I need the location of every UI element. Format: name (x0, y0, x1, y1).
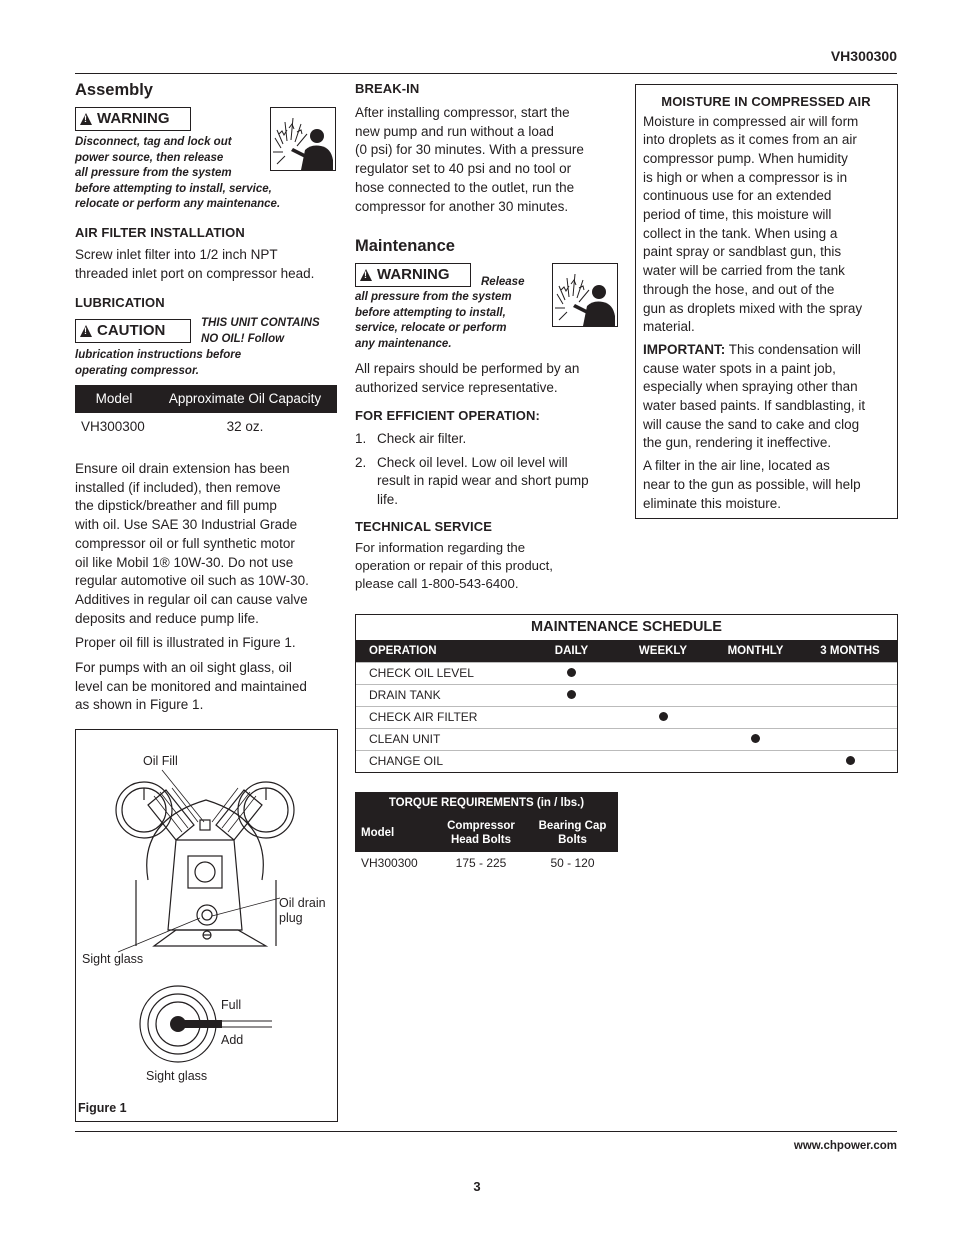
moisture-paragraph-3 (643, 457, 889, 513)
warning-text-line: before attempting to install, (355, 306, 506, 319)
text-line: water will be carried from the tank (643, 263, 845, 279)
oil-drain-plug-label (279, 896, 326, 926)
text-line: operation or repair of this product, (355, 558, 553, 573)
text-line: For information regarding the (355, 540, 526, 555)
table-row (356, 728, 897, 750)
assembly-warning-text (75, 135, 337, 213)
text-line: authorized service representative. (355, 379, 558, 395)
text-line: regular automotive oil such as 10W-30. (75, 573, 309, 589)
schedule-frequency-cell (803, 728, 897, 750)
moisture-paragraph-1 (643, 113, 889, 337)
text-line: the dipstick/breather and fill pump (75, 498, 277, 514)
caution-text-line: operating compressor. (75, 364, 199, 377)
warning-label: WARNING (97, 109, 170, 127)
schedule-header-daily: DAILY (525, 640, 618, 662)
oil-table-model-cell: VH300300 (81, 418, 145, 434)
maintenance-schedule-table (355, 614, 898, 773)
label-line: plug (279, 911, 303, 925)
oil-table-capacity-cell: 32 oz. (226, 418, 264, 434)
footer-rule (75, 1131, 897, 1132)
text-line: Screw inlet filter into 1/2 inch NPT (75, 247, 278, 262)
warning-text-line: before attempting to install, service, (75, 182, 272, 195)
text-line: please call 1-800-543-6400. (355, 576, 519, 591)
oil-fill-label: Oil Fill (143, 754, 178, 768)
caution-text-line: NO OIL! Follow (201, 332, 285, 345)
text-line: paint spray or sandblast gun, this (643, 244, 842, 260)
torque-requirements-table (355, 792, 618, 874)
schedule-frequency-cell (803, 750, 897, 772)
table-row (355, 852, 618, 874)
caution-badge (75, 319, 191, 343)
figure-1 (75, 729, 338, 1122)
torque-title: TORQUE REQUIREMENTS (in / lbs.) (355, 792, 618, 814)
text-line: All repairs should be performed by an (355, 361, 580, 376)
schedule-operation-cell: CLEAN UNIT (356, 728, 525, 750)
text-line: into droplets as it comes from an air (643, 132, 857, 148)
list-number: 1. (355, 431, 367, 446)
header-rule (75, 73, 897, 74)
text-line: (0 psi) for 30 minutes. With a pressure (355, 142, 584, 158)
text-line: is high or when a compressor is in (643, 169, 848, 185)
text-line: threaded inlet port on compressor head. (75, 265, 315, 281)
important-label: IMPORTANT: (643, 341, 726, 357)
label-line: Oil drain (279, 896, 326, 910)
text-line: Check air filter. (377, 431, 467, 446)
air-filter-heading: AIR FILTER INSTALLATION (75, 225, 245, 240)
schedule-frequency-cell (618, 684, 708, 706)
efficient-operation-heading: FOR EFFICIENT OPERATION: (355, 408, 540, 423)
schedule-frequency-cell (525, 728, 618, 750)
filled-dot-icon (846, 756, 855, 765)
model-number-header: VH300300 (830, 48, 897, 64)
warning-text-line: all pressure from the system (75, 167, 232, 179)
warning-text-line: Disconnect, tag and lock out (75, 136, 232, 148)
warning-label: WARNING (377, 265, 450, 283)
text-line: This condensation will (725, 341, 861, 357)
schedule-frequency-cell (803, 706, 897, 728)
list-number: 2. (355, 454, 367, 470)
schedule-frequency-cell (708, 662, 803, 684)
caution-label: CAUTION (97, 321, 166, 339)
text-line: water based paints. If sandblasting, it (643, 398, 866, 414)
schedule-frequency-cell (525, 750, 618, 772)
warning-triangle-icon (80, 325, 92, 337)
text-line: new pump and run without a load (355, 123, 554, 139)
warning-triangle-icon (80, 113, 92, 125)
header-line: Bearing Cap (538, 820, 607, 832)
text-line: eliminate this moisture. (643, 495, 782, 511)
text-line: A filter in the air line, located as (643, 458, 830, 474)
torque-model-cell: VH300300 (361, 855, 418, 870)
table-row (75, 413, 337, 441)
text-line: life. (377, 492, 399, 508)
website-link[interactable]: www.chpower.com (793, 1140, 897, 1152)
schedule-frequency-cell (525, 706, 618, 728)
warning-triangle-icon (360, 269, 372, 281)
sight-glass-label-bottom: Sight glass (146, 1069, 208, 1083)
text-line: For pumps with an oil sight glass, oil (75, 660, 292, 675)
lubrication-heading: LUBRICATION (75, 295, 165, 310)
assembly-warning-badge (75, 107, 191, 131)
text-line: Check oil level. Low oil level will (377, 454, 568, 470)
table-row (356, 750, 897, 772)
maintenance-warning-first: Release (481, 276, 525, 288)
schedule-frequency-cell (803, 684, 897, 706)
schedule-title: MAINTENANCE SCHEDULE (531, 619, 722, 635)
schedule-header-3-months: 3 MONTHS (803, 640, 897, 662)
schedule-operation-cell: CHECK OIL LEVEL (356, 662, 525, 684)
list-text (377, 454, 589, 510)
schedule-frequency-cell (708, 750, 803, 772)
schedule-frequency-cell (618, 706, 708, 728)
text-line: especially when spraying other than (643, 379, 858, 395)
text-line: with oil. Use SAE 30 Industrial Grade (75, 517, 298, 533)
text-line: oil like Mobil 1® 10W-30. Do not use (75, 554, 294, 570)
maintenance-heading: Maintenance (355, 237, 455, 255)
sight-glass-label-top: Sight glass (82, 952, 144, 966)
torque-header-head-bolts (435, 814, 527, 852)
text-line: period of time, this moisture will (643, 207, 832, 223)
efficient-operation-list (355, 430, 617, 515)
torque-header-bearing-cap (527, 814, 618, 852)
text-line: continuous use for an extended (643, 188, 832, 204)
text-line: material. (643, 319, 695, 335)
caution-text-line: lubrication instructions before (75, 349, 242, 361)
sight-glass-paragraph (75, 659, 337, 715)
schedule-operation-cell: CHANGE OIL (356, 750, 525, 772)
warning-text-line: service, relocate or perform (355, 322, 507, 334)
header-line: Model (361, 827, 395, 839)
list-text (377, 430, 466, 449)
text-line: Ensure oil drain extension has been (75, 461, 290, 476)
text-line: gun as droplets mixed with the spray (643, 300, 863, 316)
schedule-frequency-cell (618, 728, 708, 750)
warning-text-line: power source, then release (75, 151, 224, 164)
schedule-frequency-cell (708, 706, 803, 728)
schedule-frequency-cell (525, 684, 618, 706)
header-line: Head Bolts (450, 834, 512, 846)
torque-bearing-cap-cell: 50 - 120 (550, 855, 595, 870)
text-line: will cause the sand to cake and clog (643, 416, 860, 432)
text-line: compressor oil or full synthetic motor (75, 535, 295, 551)
text-line: collect in the tank. When using a (643, 225, 838, 241)
schedule-operation-cell: CHECK AIR FILTER (356, 706, 525, 728)
text-line: compressor for another 30 minutes. (355, 198, 569, 214)
text-line: installed (if included), then remove (75, 479, 281, 495)
torque-header-model (355, 814, 435, 852)
technical-service-heading: TECHNICAL SERVICE (355, 519, 493, 534)
schedule-header-weekly: WEEKLY (618, 640, 708, 662)
warning-text-line: relocate or perform any maintenance. (75, 198, 281, 210)
text-line: cause water spots in a paint job, (643, 360, 836, 376)
filled-dot-icon (567, 668, 576, 677)
explosion-hazard-icon (552, 263, 618, 327)
technical-service-paragraph (355, 539, 617, 593)
table-row (356, 684, 897, 706)
schedule-frequency-cell (525, 662, 618, 684)
text-line: After installing compressor, start the (355, 105, 570, 120)
list-item (355, 430, 617, 449)
text-line: regulator set to 40 psi and no tool or (355, 161, 572, 177)
caution-text-line: THIS UNIT CONTAINS (201, 317, 320, 329)
text-line: Moisture in compressed air will form (643, 113, 859, 129)
fill-illustration-paragraph: Proper oil fill is illustrated in Figure 1. (75, 635, 296, 650)
text-line: hose connected to the outlet, run the (355, 179, 575, 195)
filled-dot-icon (751, 734, 760, 743)
repairs-paragraph (355, 360, 617, 397)
figure-caption: Figure 1 (78, 1101, 127, 1115)
schedule-frequency-cell (708, 728, 803, 750)
table-row (356, 662, 897, 684)
warning-text-line: any maintenance. (355, 337, 452, 350)
text-line: near to the gun as possible, will help (643, 476, 861, 492)
text-line: deposits and reduce pump life. (75, 610, 259, 626)
table-row (356, 706, 897, 728)
text-line: through the hose, and out of the (643, 281, 835, 297)
list-item (355, 454, 617, 510)
break-in-heading: BREAK-IN (355, 81, 420, 96)
schedule-header-monthly: MONTHLY (708, 640, 803, 662)
schedule-frequency-cell (803, 662, 897, 684)
air-filter-text (75, 246, 337, 283)
schedule-operation-cell: DRAIN TANK (356, 684, 525, 706)
schedule-frequency-cell (708, 684, 803, 706)
torque-head-bolts-cell: 175 - 225 (455, 855, 507, 870)
text-line: compressor pump. When humidity (643, 150, 848, 166)
schedule-header-operation: OPERATION (356, 640, 525, 662)
text-line: as shown in Figure 1. (75, 697, 204, 713)
maintenance-warning-badge (355, 263, 471, 287)
break-in-paragraph (355, 104, 617, 216)
text-line: result in rapid wear and short pump (377, 473, 589, 489)
oil-table-header-model: Model (75, 385, 153, 413)
assembly-heading: Assembly (75, 81, 153, 99)
page-number: 3 (473, 1179, 481, 1194)
full-label: Full (221, 998, 242, 1012)
filled-dot-icon (659, 712, 668, 721)
oil-fill-paragraph (75, 460, 337, 628)
oil-capacity-table (75, 385, 337, 441)
caution-text-top (201, 316, 320, 347)
schedule-frequency-cell (618, 750, 708, 772)
header-line: Bolts (558, 834, 587, 846)
moisture-info-box (635, 84, 898, 519)
header-line: Compressor (447, 820, 515, 832)
text-line: Additives in regular oil can cause valve (75, 591, 308, 607)
text-line: the gun, rendering it ineffective. (643, 435, 832, 451)
schedule-frequency-cell (618, 662, 708, 684)
caution-text-bottom (75, 348, 241, 379)
warning-text-line: all pressure from the system (355, 291, 512, 303)
add-label: Add (221, 1033, 244, 1047)
moisture-paragraph-2 (643, 341, 889, 453)
moisture-heading: MOISTURE IN COMPRESSED AIR (661, 94, 871, 109)
text-line: level can be monitored and maintained (75, 678, 307, 694)
maintenance-warning-text (355, 290, 512, 352)
oil-table-header-capacity: Approximate Oil Capacity (153, 385, 337, 413)
filled-dot-icon (567, 690, 576, 699)
